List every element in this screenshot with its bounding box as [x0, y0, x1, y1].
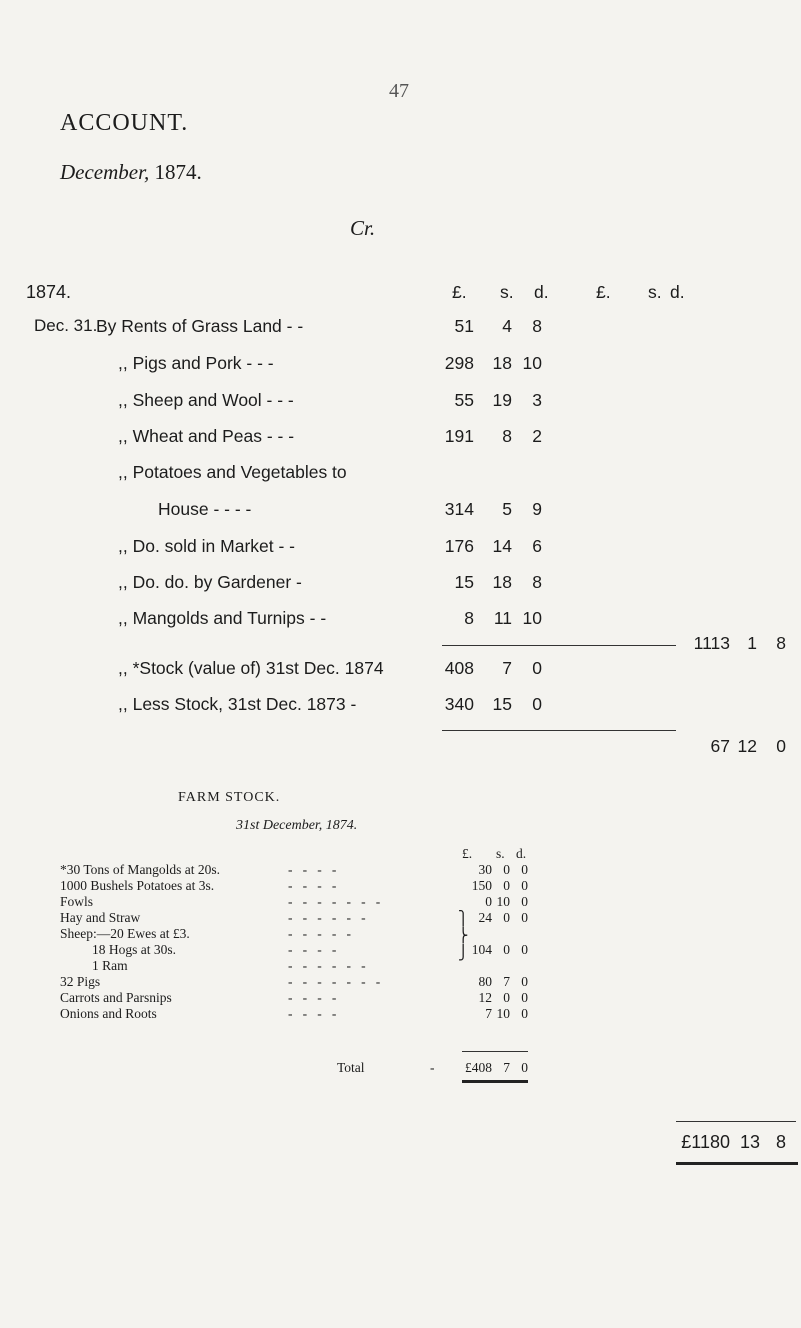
stock-item-pounds: 30: [478, 862, 492, 877]
entry-row-label: ,, Mangolds and Turnips - -: [118, 608, 327, 628]
stock-item-label: 1 Ram: [92, 958, 128, 973]
farm-stock-total-shillings: 7: [503, 1060, 510, 1075]
entry-row-label: ,, Do. sold in Market - -: [118, 536, 295, 556]
grand-total-rule: [676, 1121, 796, 1122]
entry-row-pence: 10: [522, 608, 542, 628]
stock-item-label: *30 Tons of Mangolds at 20s.: [60, 862, 221, 877]
entry-row-shillings: 4: [502, 316, 512, 336]
farm-stock-total-label: Total: [337, 1060, 365, 1075]
stock-item-dots: - - - - - -: [288, 958, 366, 973]
stock-row-shillings: 15: [492, 694, 512, 714]
stock-item-pence: 0: [521, 910, 528, 925]
stock-item-label: 32 Pigs: [60, 974, 101, 989]
subtotal1-pounds: 1113: [693, 633, 730, 653]
stock-item-shillings: 0: [503, 910, 510, 925]
subtotal2-pounds: 67: [710, 736, 730, 756]
stock-item-dots: - - - -: [288, 862, 337, 877]
stock-item-pounds: 0: [485, 894, 492, 909]
subtotal1-pence: 8: [776, 633, 786, 653]
subtotal-rule: [442, 645, 676, 646]
stock-item-pence: 0: [521, 990, 528, 1005]
entry-row-shillings: 5: [502, 499, 512, 519]
stock-item-pounds: 24: [478, 910, 492, 925]
stock-item-label: 1000 Bushels Potatoes at 3s.: [60, 878, 215, 893]
stock-item-label: Hay and Straw: [60, 910, 141, 925]
entry-row-shillings: 14: [492, 536, 512, 556]
entry-row-shillings: 19: [492, 390, 512, 410]
stock-item-pounds: 7: [485, 1006, 492, 1021]
stock-row-pounds: 408: [444, 658, 474, 678]
entry-row-pence: 10: [522, 353, 542, 373]
pence-header: d.: [534, 282, 549, 302]
stock-row-shillings: 7: [502, 658, 512, 678]
entry-row-pounds: 51: [454, 316, 474, 336]
subtitle-month: December,: [60, 160, 150, 184]
stock-item-label: Sheep:—20 Ewes at £3.: [60, 926, 190, 941]
stock-item-shillings: 10: [496, 1006, 510, 1021]
entry-row-pounds: 298: [444, 353, 474, 373]
subtotal1-shillings: 1: [747, 633, 757, 653]
farm-stock-double-rule: [462, 1080, 528, 1083]
farm-stock-pounds-header: £.: [462, 846, 473, 861]
stock-row-pounds: 340: [444, 694, 474, 714]
farm-stock-date: 31st December, 1874.: [236, 818, 358, 833]
entry-row-pounds: 191: [444, 426, 474, 446]
year-label: 1874.: [26, 282, 72, 302]
farm-stock-total-rule: [462, 1051, 528, 1052]
subtotal2-rule: [442, 730, 676, 731]
stock-item-pence: 0: [521, 942, 528, 957]
stock-item-dots: - - - -: [288, 878, 337, 893]
entry-row-pence: 6: [532, 536, 542, 556]
entry-row-label: ,, Wheat and Peas - - -: [118, 426, 295, 446]
stock-item-shillings: 0: [503, 990, 510, 1005]
entry-row-pence: 8: [532, 572, 542, 592]
entry-row-label: By Rents of Grass Land - -: [96, 316, 304, 336]
shillings-header: s.: [500, 282, 514, 302]
farm-stock-title: FARM STOCK.: [178, 790, 281, 805]
entry-row-pounds: 55: [454, 390, 474, 410]
subtitle: [60, 160, 202, 185]
stock-row-pence: 0: [532, 694, 542, 714]
stock-item-dots: - - - - -: [288, 926, 351, 941]
date-label: Dec. 31.: [34, 316, 98, 335]
entry-row-pence: 2: [532, 426, 542, 446]
farm-stock-total-pence: 0: [521, 1060, 528, 1075]
stock-item-dots: - - - -: [288, 990, 337, 1005]
stock-item-shillings: 0: [503, 862, 510, 877]
entry-row-label: ,, Sheep and Wool - - -: [118, 390, 294, 410]
stock-item-pounds: 104: [471, 942, 492, 957]
grand-total-shillings: 13: [739, 1132, 760, 1152]
grand-total-pounds: £1180: [681, 1132, 730, 1152]
entry-row-shillings: 11: [493, 608, 512, 628]
stock-item-pence: 0: [521, 974, 528, 989]
entry-row-pence: 8: [532, 316, 542, 336]
entry-row-pounds: 8: [464, 608, 474, 628]
stock-item-dots: - - - - - -: [288, 910, 366, 925]
stock-item-shillings: 0: [503, 878, 510, 893]
entry-row-shillings: 8: [502, 426, 512, 446]
subtitle-year: 1874.: [154, 160, 202, 184]
stock-item-label: Carrots and Parsnips: [60, 990, 172, 1005]
subtotal2-pence: 0: [776, 736, 786, 756]
entry-row-pence: 3: [532, 390, 542, 410]
grand-total-double-rule: [676, 1162, 798, 1165]
farm-stock-total-pounds: £408: [465, 1060, 492, 1075]
stock-item-pence: 0: [521, 862, 528, 877]
entry-row-pounds: 314: [444, 499, 474, 519]
entry-row-label: House - - - -: [158, 499, 252, 519]
stock-item-shillings: 0: [503, 942, 510, 957]
stock-item-pence: 0: [521, 1006, 528, 1021]
stock-item-pounds: 12: [478, 990, 492, 1005]
entry-row-label: ,, Pigs and Pork - - -: [118, 353, 274, 373]
page-title: ACCOUNT.: [60, 110, 189, 136]
sheep-brace: ⎫ ⎬ ⎭: [458, 912, 469, 961]
stock-item-dots: - - - - - - -: [288, 894, 381, 909]
pounds-header: £.: [452, 282, 467, 302]
stock-item-dots: - - - -: [288, 1006, 337, 1021]
farm-stock-pence-header: d.: [516, 846, 527, 861]
stock-item-shillings: 10: [496, 894, 510, 909]
entry-row-pounds: 176: [444, 536, 474, 556]
subtotal2-shillings: 12: [737, 736, 757, 756]
stock-row-label: ,, Less Stock, 31st Dec. 1873 -: [118, 694, 357, 714]
credit-side-label: Cr.: [350, 216, 376, 240]
entry-row-label: ,, Do. do. by Gardener -: [118, 572, 302, 592]
entry-row-label: ,, Potatoes and Vegetables to: [118, 462, 347, 482]
stock-item-pence: 0: [521, 878, 528, 893]
stock-item-label: 18 Hogs at 30s.: [92, 942, 176, 957]
stock-item-dots: - - - -: [288, 942, 337, 957]
page-number: 47: [389, 80, 409, 102]
stock-item-label: Onions and Roots: [60, 1006, 157, 1021]
stock-row-label: ,, *Stock (value of) 31st Dec. 1874: [118, 658, 384, 678]
stock-item-pounds: 150: [471, 878, 492, 893]
entry-row-pence: 9: [532, 499, 542, 519]
entry-row-shillings: 18: [492, 572, 512, 592]
grand-total-pence: 8: [775, 1132, 786, 1152]
stock-item-pounds: 80: [478, 974, 492, 989]
stock-item-shillings: 7: [503, 974, 510, 989]
pounds-header-2: £.: [596, 282, 611, 302]
pence-header-2: d.: [670, 282, 685, 302]
shillings-header-2: s.: [648, 282, 662, 302]
stock-item-pence: 0: [521, 894, 528, 909]
stock-row-pence: 0: [532, 658, 542, 678]
stock-item-dots: - - - - - - -: [288, 974, 381, 989]
entry-row-pounds: 15: [454, 572, 474, 592]
farm-stock-total-dash: -: [430, 1060, 435, 1075]
entry-row-shillings: 18: [492, 353, 512, 373]
stock-item-label: Fowls: [60, 894, 94, 909]
farm-stock-shillings-header: s.: [496, 846, 505, 861]
